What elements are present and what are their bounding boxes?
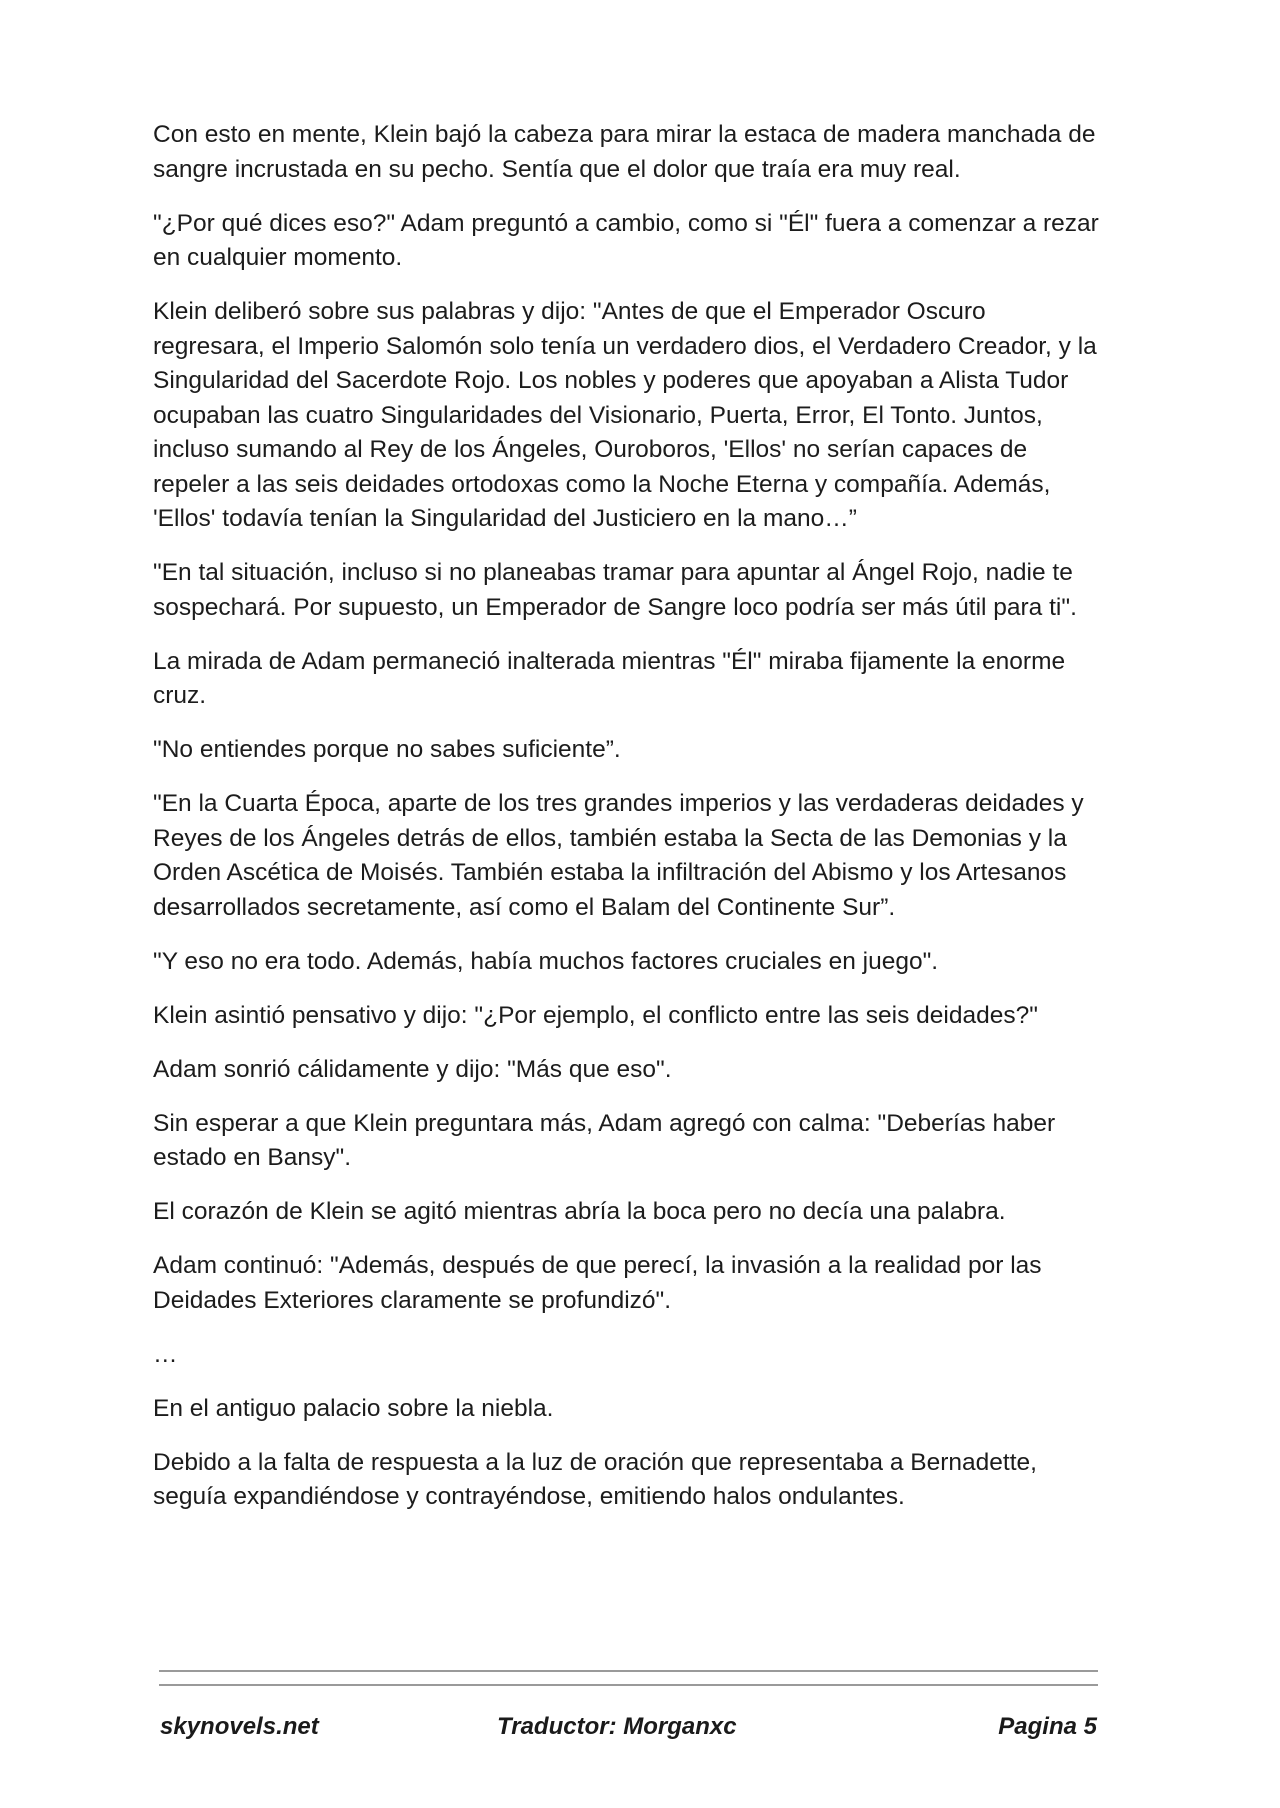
paragraph-13: Adam continuó: "Además, después de que perecí, la invasión a la realidad por las Deidades Exteriores claramente se profundizó". — [153, 1252, 1042, 1314]
paragraph-8: "Y eso no era todo. Además, había muchos factores cruciales en juego". — [153, 947, 939, 975]
paragraph-6: "No entiendes porque no sabes suficiente”. — [153, 736, 621, 763]
scene-break-ellipsis: … — [153, 1340, 178, 1368]
body-text — [153, 118, 1103, 1534]
paragraph-12: El corazón de Klein se agitó mientras abría la boca pero no decía una palabra. — [153, 1198, 1006, 1225]
paragraph-4: "En tal situación, incluso si no planeabas tramar para apuntar al Ángel Rojo, nadie te sospechará. Por supuesto, un Emperador de Sangre loco podría ser más útil para ti". — [153, 559, 1077, 621]
paragraph-5: La mirada de Adam permaneció inalterada mientras "Él" miraba fijamente la enorme cruz. — [153, 647, 1066, 709]
paragraph-7: "En la Cuarta Época, aparte de los tres grandes imperios y las verdaderas deidades y Reyes de los Ángeles detrás de ellos, también estaba la Secta de las Demonias y la Orden Ascética de Moisés. También estaba la infiltración del Abismo y los Artesanos desarrollados secretamente, así como el Balam del Continente Sur”. — [153, 790, 1084, 921]
footer-divider-top — [159, 1670, 1098, 1672]
paragraph-15: En el antiguo palacio sobre la niebla. — [153, 1394, 554, 1422]
paragraph-16: Debido a la falta de respuesta a la luz de oración que representaba a Bernadette, seguía expandiéndose y contrayéndose, emitiendo halos ondulantes. — [153, 1448, 1037, 1510]
paragraph-2: "¿Por qué dices eso?" Adam preguntó a cambio, como si "Él" fuera a comenzar a rezar en cualquier momento. — [153, 209, 1099, 271]
paragraph-9: Klein asintió pensativo y dijo: "¿Por ejemplo, el conflicto entre las seis deidades?" — [153, 1001, 1038, 1029]
footer-site: skynovels.net — [160, 1713, 319, 1740]
paragraph-1: Con esto en mente, Klein bajó la cabeza para mirar la estaca de madera manchada de sangre incrustada en su pecho. Sentía que el dolor que traía era muy real. — [153, 121, 1096, 183]
paragraph-10: Adam sonrió cálidamente y dijo: "Más que eso". — [153, 1055, 672, 1083]
paragraph-3: Klein deliberó sobre sus palabras y dijo: "Antes de que el Emperador Oscuro regresara, el Imperio Salomón solo tenía un verdadero dios, el Verdadero Creador, y la Singularidad del Sacerdote Rojo. Los nobles y poderes que apoyaban a Alista Tudor ocupaban las cuatro Singularidades del Visionario, Puerta, Error, El Tonto. Juntos, incluso sumando al Rey de los Ángeles, Ouroboros, 'Ellos' no serían capaces de repeler a las seis deidades ortodoxas como la Noche Eterna y compañía. Además, 'Ellos' todavía tenían la Singularidad del Justiciero en la mano…” — [153, 298, 1097, 532]
footer-page-number: Pagina 5 — [998, 1713, 1097, 1740]
paragraph-11: Sin esperar a que Klein preguntara más, Adam agregó con calma: "Deberías haber estado en Bansy". — [153, 1109, 1056, 1171]
footer-translator: Traductor: Morganxc — [497, 1713, 737, 1740]
footer-divider-bottom — [159, 1684, 1098, 1686]
